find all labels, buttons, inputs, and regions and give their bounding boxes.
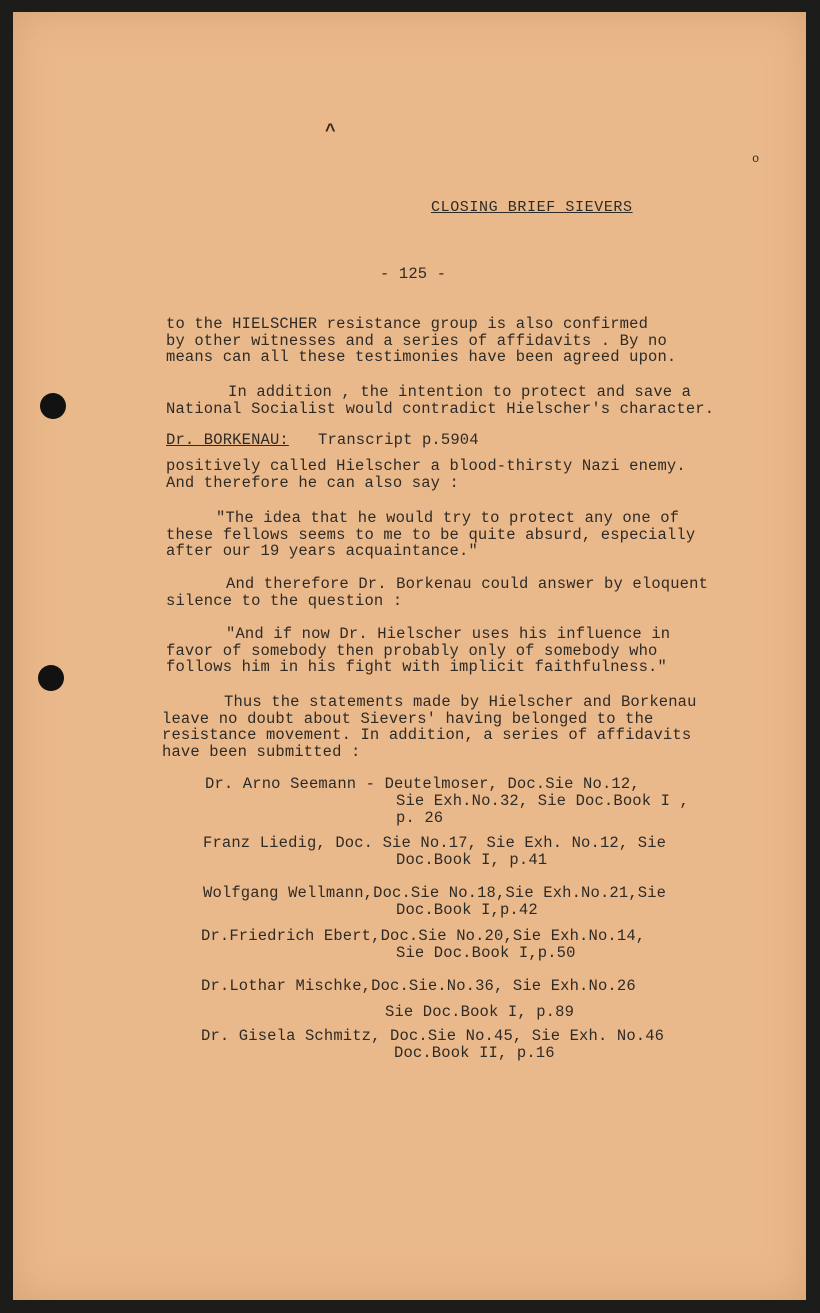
affidavit-item-cont: Doc.Book I, p.41 — [396, 851, 548, 869]
affidavit-item: Dr. Gisela Schmitz, Doc.Sie No.45, Sie Exh. No.46 — [201, 1027, 665, 1045]
affidavit-item: Dr. Arno Seemann - Deutelmoser, Doc.Sie No.12, — [205, 775, 640, 793]
page-number: - 125 - — [380, 265, 447, 283]
punch-hole-bottom — [38, 665, 64, 691]
ink-dot: o — [752, 152, 760, 166]
paragraph-resistance-group: to the HIELSCHER resistance group is also confirmed by other witnesses and a series of affidavits . By no means can all these testimonies have been agreed upon. — [166, 315, 677, 366]
quote-hielscher-influence: "And if now Dr. Hielscher uses his influence in favor of somebody then probably only of somebody who follows him in his fight with implicit faithfulness." — [166, 625, 671, 676]
affidavit-item: Wolfgang Wellmann,Doc.Sie No.18,Sie Exh.No.21,Sie — [203, 884, 667, 902]
affidavit-item-cont: Sie Exh.No.32, Sie Doc.Book I , — [396, 792, 689, 810]
paragraph-statements: Thus the statements made by Hielscher and Borkenau leave no doubt about Sievers' having belonged to the resistance movement. In addition, a series of affidavits have been submitted : — [162, 693, 697, 761]
affidavit-item: Dr.Lothar Mischke,Doc.Sie.No.36, Sie Exh.No.26 — [201, 977, 636, 995]
affidavit-item-cont: Doc.Book II, p.16 — [394, 1044, 555, 1062]
quote-idea-absurd: "The idea that he would try to protect any one of these fellows seems to me to be quite absurd, especially after our 19 years acquaintance." — [166, 509, 696, 560]
affidavit-item-cont: Doc.Book I,p.42 — [396, 901, 538, 919]
paragraph-eloquent-silence: And therefore Dr. Borkenau could answer by eloquent silence to the question : — [166, 575, 709, 610]
paragraph-nazi-enemy: positively called Hielscher a blood-thirsty Nazi enemy. And therefore he can also say : — [166, 457, 686, 492]
punch-hole-top — [40, 393, 66, 419]
affidavit-item-cont: Sie Doc.Book I,p.50 — [396, 944, 576, 962]
affidavit-item: Dr.Friedrich Ebert,Doc.Sie No.20,Sie Exh.No.14, — [201, 927, 646, 945]
affidavit-item: Franz Liedig, Doc. Sie No.17, Sie Exh. No.12, Sie — [203, 834, 667, 852]
document-title: CLOSING BRIEF SIEVERS — [431, 199, 633, 216]
borkenau-transcript-ref: Transcript p.5904 — [318, 431, 479, 449]
ink-mark: ^ — [325, 122, 336, 142]
paragraph-intention: In addition , the intention to protect and save a National Socialist would contradict Hielscher's character. — [166, 383, 715, 418]
affidavit-item-page: p. 26 — [396, 809, 444, 827]
affidavit-item-cont: Sie Doc.Book I, p.89 — [385, 1003, 575, 1021]
borkenau-label: Dr. BORKENAU: — [166, 431, 289, 449]
